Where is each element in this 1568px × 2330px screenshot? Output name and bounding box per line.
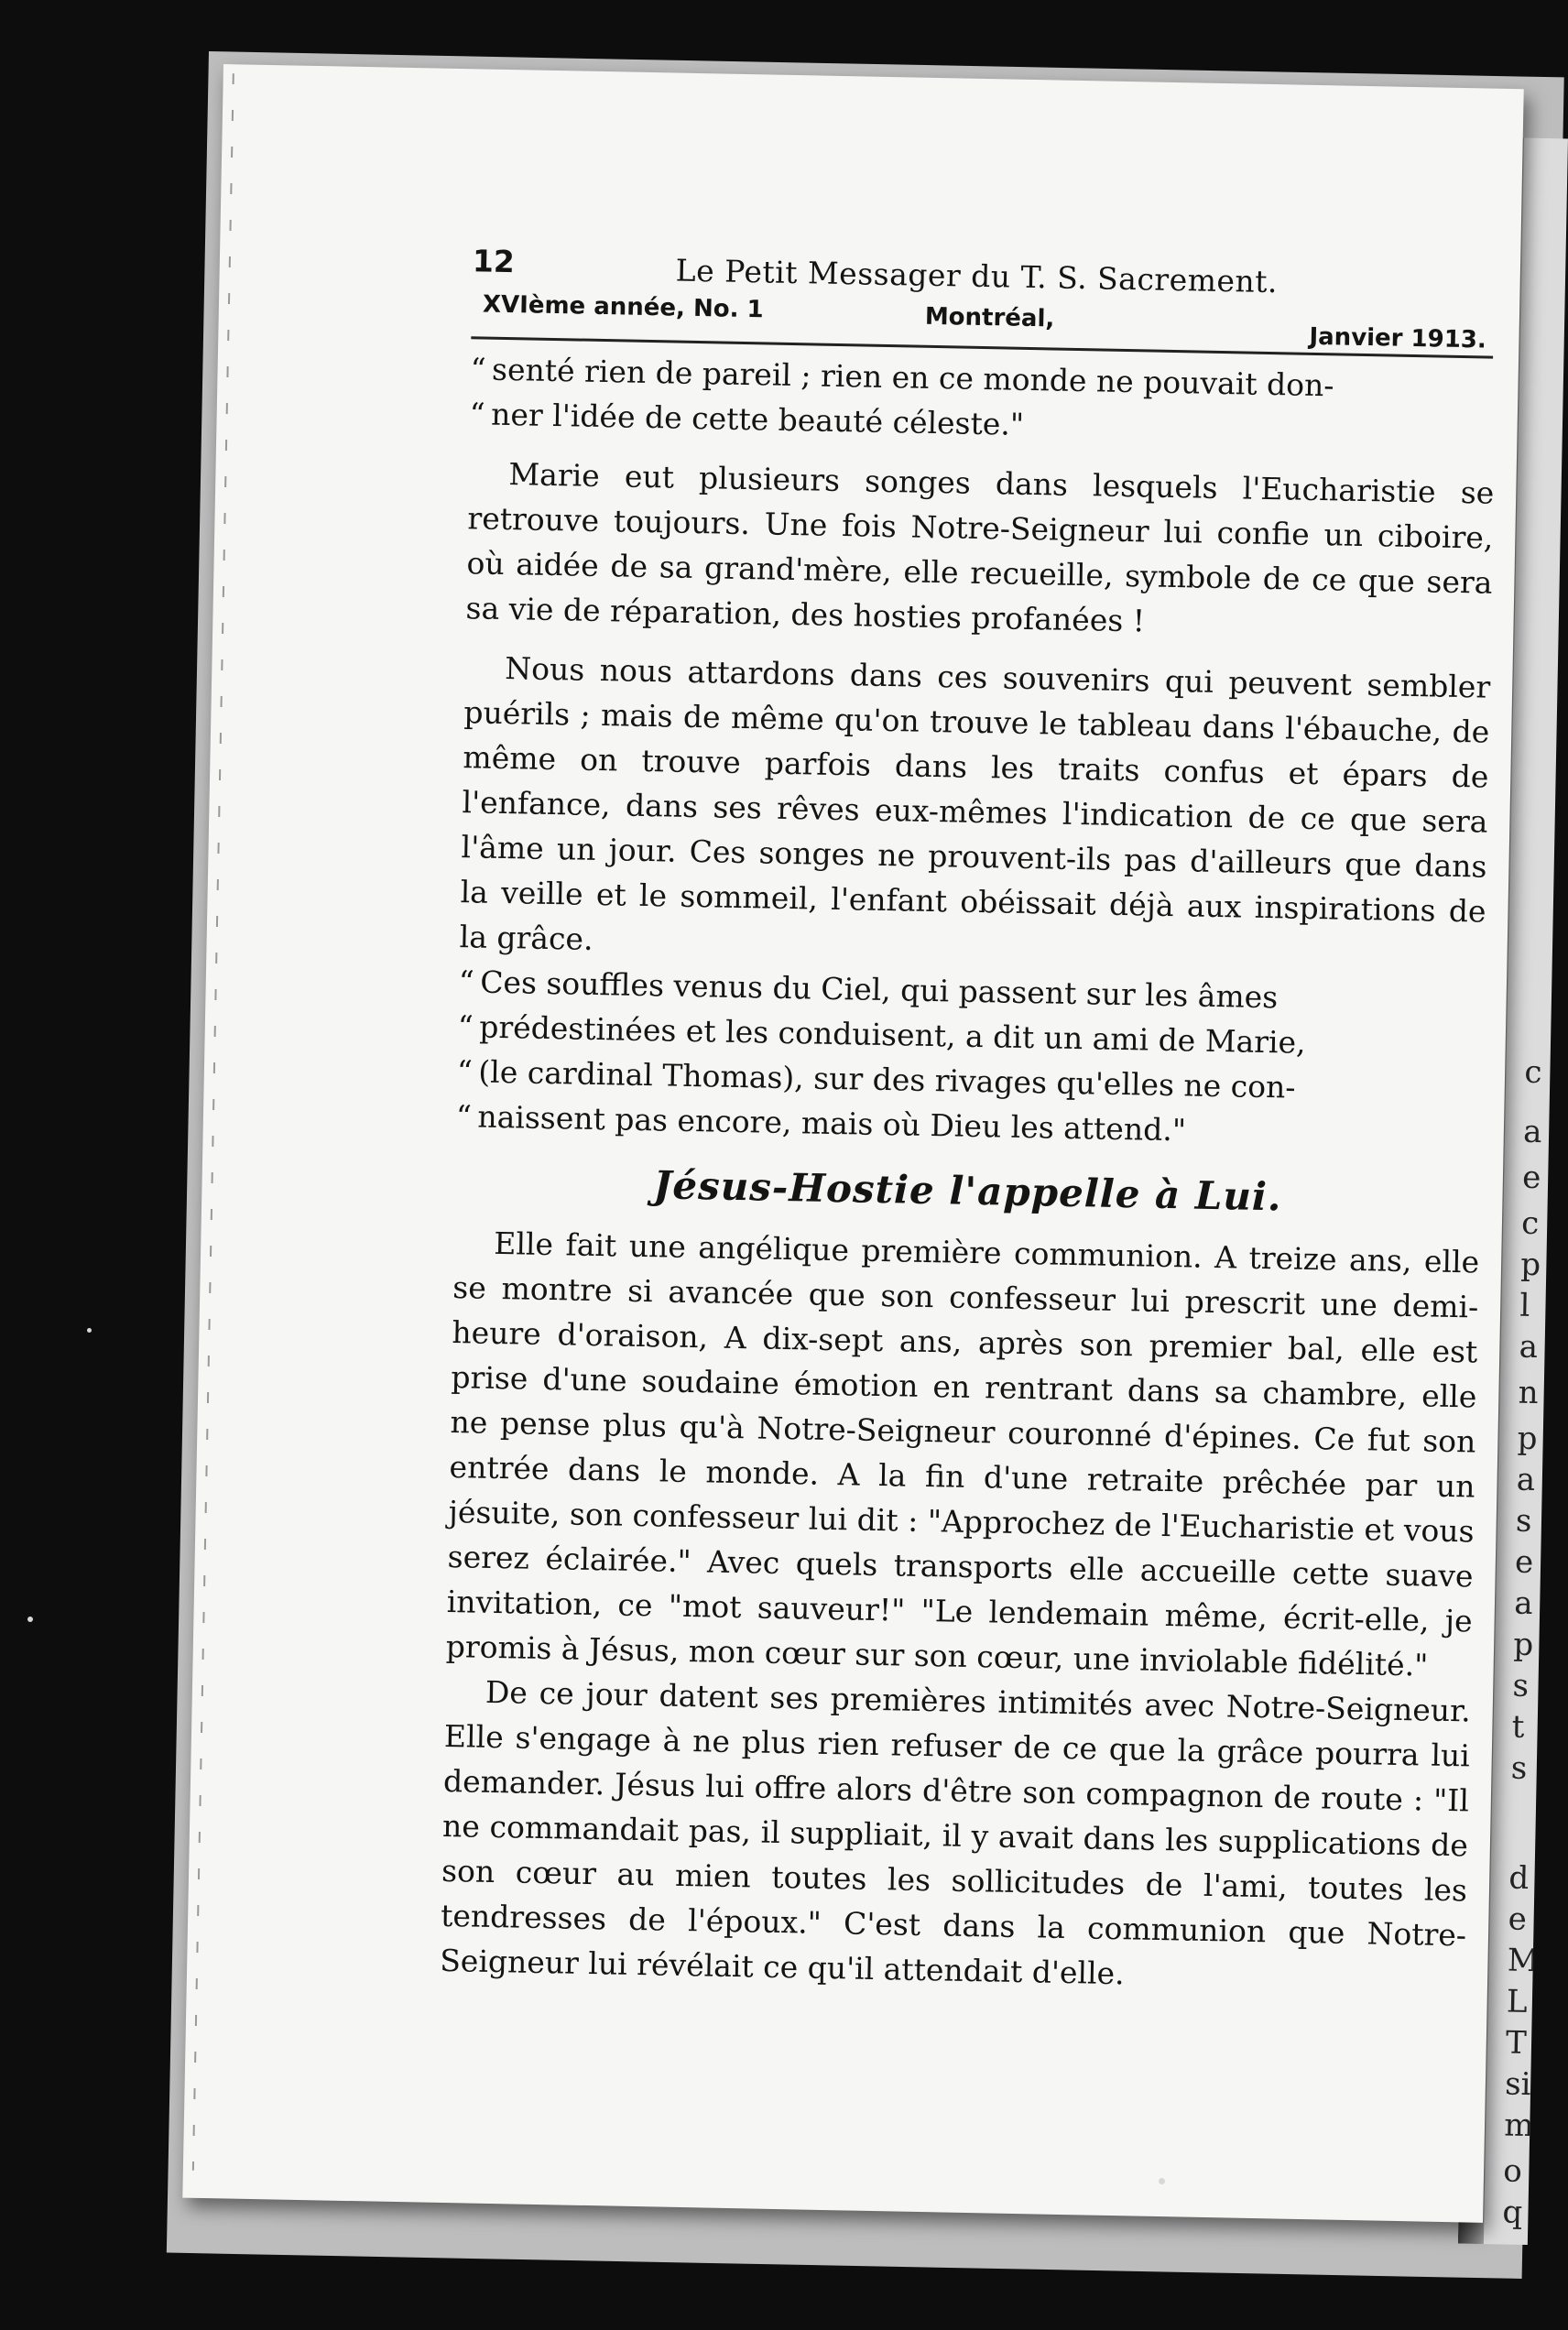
paragraph: Marie eut plusieurs songes dans lesquels l'Eucharistie se retrouve toujours. Une fois Notre-Seigneur lui confie un ciboire, où aidée de sa grand'mère, elle recueille, symbole de ce que sera sa vie de réparation, des hosties profanées ! (465, 456, 1495, 639)
book-page (182, 64, 1523, 2223)
quote-line: “ (le cardinal Thomas), sur des rivages qu'elles ne con- (456, 1049, 1483, 1113)
facing-page-letter: a (1516, 1461, 1536, 1499)
facing-page-letter: e (1508, 1900, 1528, 1938)
publication-title: Le Petit Messager du T. S. Sacrement. (675, 252, 1279, 300)
article-body (440, 346, 1497, 2002)
facing-page-letter: p (1513, 1626, 1534, 1664)
section-heading: Jésus-Hostie l'appelle à Lui. (653, 1162, 1283, 1220)
facing-page-letter: d (1508, 1859, 1530, 1897)
facing-page-letters (1502, 138, 1568, 2231)
facing-page-letter: M (1507, 1942, 1540, 1980)
facing-page-letter: q (1502, 2194, 1523, 2231)
facing-page-letter: c (1524, 1053, 1542, 1092)
issue-city: Montréal, (924, 302, 1055, 333)
page-number: 12 (472, 243, 516, 280)
quote-line: “ prédestinées et les conduisent, a dit un ami de Marie, (457, 1004, 1484, 1068)
page-content (440, 243, 1498, 2002)
facing-page-letter: L (1506, 1983, 1528, 2020)
issue-date: Janvier 1913. (1309, 322, 1487, 354)
facing-page-letter: p (1517, 1420, 1538, 1458)
facing-page-letter: p (1519, 1246, 1541, 1284)
facing-page-letter: e (1514, 1543, 1534, 1582)
quote-line: “ ner l'idée de cette beauté céleste." (469, 391, 1496, 455)
facing-page-letter: s (1512, 1667, 1530, 1704)
facing-page-letter: c (1520, 1204, 1540, 1243)
facing-page-letter: si (1504, 2065, 1531, 2104)
facing-page-letter: a (1519, 1328, 1539, 1366)
facing-page-letter: o (1502, 2152, 1523, 2190)
facing-page-letter: s (1515, 1502, 1532, 1540)
issue-number: XVIème année, No. 1 (482, 290, 764, 324)
facing-page-letter: t (1511, 1708, 1525, 1746)
paragraph: De ce jour datent ses premières intimités avec Notre-Seigneur. Elle s'engage à ne plus rien refuser de ce que la grâce pourra lui demander. Jésus lui offre alors d'être son compagnon de route : "Il ne commandait pas, il suppliait, il y avait dans les supplications de son cœur au mien toutes les sollicitudes de l'ami, toutes les tendresses de l'époux." C'est dans la communion que Notre-Seigneur lui révélait ce qu'il attendait d'elle. (439, 1673, 1472, 1992)
quote-line: “ senté rien de pareil ; rien en ce monde ne pouvait don- (470, 346, 1497, 410)
facing-page-letter: a (1522, 1113, 1542, 1151)
facing-page-letter: T (1505, 2024, 1528, 2062)
facing-page-letter: e (1521, 1159, 1541, 1197)
paragraph: Elle fait une angélique première communion. A treize ans, elle se montre si avancée que son confesseur lui prescrit une demi-heure d'oraison, A dix-sept ans, après son premier bal, elle est prise d'une soudaine émotion en rentrant dans sa chambre, elle ne pense plus qu'à Notre-Seigneur couronné d'épines. Ce fut son entrée dans le monde. A la fin d'une retraite prêchée par un jésuite, son confesseur lui dit : "Approchez de l'Eucharistie et vous serez éclairée." Avec quels transports elle accueille cette suave invitation, ce "mot sauveur!" "Le lendemain même, écrit-elle, je promis à Jésus, mon cœur sur son cœur, une inviolable fidélité." (445, 1225, 1480, 1683)
facing-page-letter: n (1518, 1374, 1539, 1412)
paragraph: Nous nous attardons dans ces souvenirs qui peuvent sembler puérils ; mais de même qu'on trouve le tableau dans l'ébauche, de même on trouve parfois dans les traits confus et épars de l'enfance, dans ses rêves eux-mêmes l'indication de ce que sera l'âme un jour. Ces songes ne prouvent-ils pas d'ailleurs que dans la veille et le sommeil, l'enfant obéissait déjà aux inspirations de la grâce. (459, 650, 1491, 957)
facing-page-letter: a (1513, 1584, 1533, 1623)
facing-page-letter: m (1503, 2107, 1534, 2145)
dust-speck (27, 1617, 33, 1622)
facing-page-letter: l (1519, 1287, 1530, 1324)
dust-speck (1159, 2178, 1165, 2184)
facing-page-letter: s (1510, 1749, 1528, 1787)
dust-speck (87, 1328, 92, 1333)
quote-line: “ Ces souffles venus du Ciel, qui passent sur les âmes (458, 959, 1485, 1023)
quote-line: “ naissent pas encore, mais où Dieu les attend." (456, 1094, 1483, 1158)
